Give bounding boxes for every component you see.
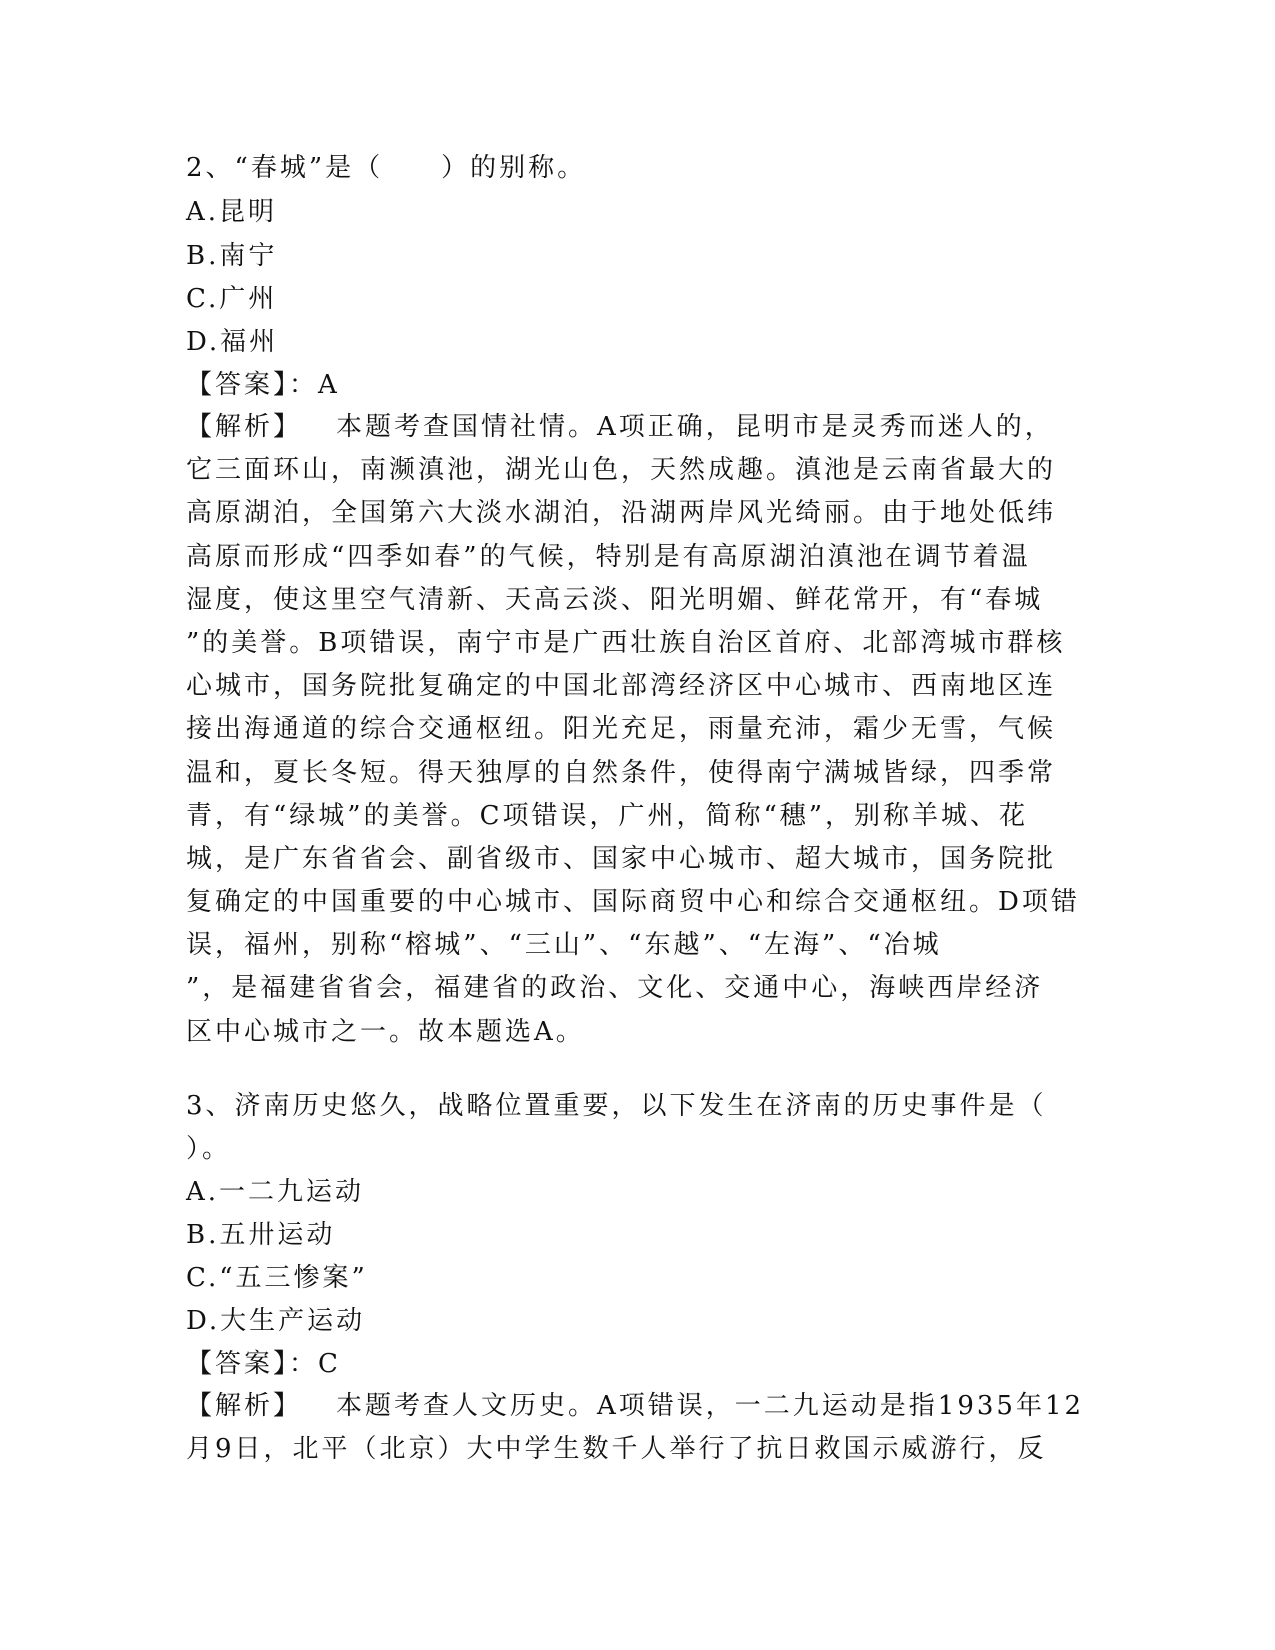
explanation-line — [186, 406, 1086, 449]
explanation-line: 月9日，北平（北京）大中学生数千人举行了抗日救国示威游行，反 — [186, 1434, 1047, 1465]
explanation-line: 复确定的中国重要的中心城市、国际商贸中心和综合交通枢纽。D项错 — [186, 887, 1080, 918]
question-2-answer: 【答案】：A — [186, 370, 340, 400]
question-2-stem: 2、“春城”是（ ）的别称。 — [186, 153, 587, 183]
question-3-answer: 【答案】：C — [186, 1349, 341, 1379]
explanation-line: 高原湖泊，全国第六大淡水湖泊，沿湖两岸风光绮丽。由于地处低纬 — [186, 498, 1057, 529]
explanation-line: 它三面环山，南濒滇池，湖光山色，天然成趣。滇池是云南省最大的 — [186, 455, 1057, 486]
explanation-line: 心城市，国务院批复确定的中国北部湾经济区中心城市、西南地区连 — [186, 671, 1057, 702]
question-3-option-d: D.大生产运动 — [186, 1306, 366, 1336]
explanation-line: 城，是广东省省会、副省级市、国家中心城市、超大城市，国务院批 — [186, 843, 1057, 874]
explanation-line: 湿度，使这里空气清新、天高云淡、阳光明媚、鲜花常开，有“春城 — [186, 584, 1044, 615]
explanation-line: 误，福州，别称“榕城”、“三山”、“东越”、“左海”、“冶城 — [186, 930, 942, 961]
explanation-line: 青，有“绿城”的美誉。C项错误，广州，简称“穗”，别称羊城、花 — [186, 800, 1029, 831]
question-3-stem: 3、济南历史悠久，战略位置重要，以下发生在济南的历史事件是（ — [186, 1091, 1047, 1121]
question-3-option-c: C.“五三惨案” — [186, 1263, 368, 1293]
question-3-option-a: A.一二九运动 — [186, 1177, 365, 1207]
explanation-line: 温和，夏长冬短。得天独厚的自然条件，使得南宁满城皆绿，四季常 — [186, 757, 1057, 788]
explanation-line — [186, 1385, 1086, 1428]
question-2-option-d: D.福州 — [186, 327, 279, 357]
explanation-line: ”，是福建省省会，福建省的政治、文化、交通中心，海峡西岸经济 — [186, 973, 1044, 1004]
question-2-explanation — [186, 406, 1086, 1054]
explanation-line: 接出海通道的综合交通枢纽。阳光充足，雨量充沛，霜少无雪，气候 — [186, 714, 1057, 745]
question-2-option-a: A.昆明 — [186, 197, 278, 227]
explanation-line: 高原而形成“四季如春”的气候，特别是有高原湖泊滇池在调节着温 — [186, 541, 1031, 572]
question-3-stem-continued: ）。 — [186, 1134, 232, 1164]
explanation-tag: 【解析】 — [186, 1391, 303, 1421]
explanation-line: ”的美誉。B项错误，南宁市是广西壮族自治区首府、北部湾城市群核 — [186, 627, 1066, 658]
question-2-option-b: B.南宁 — [186, 241, 278, 271]
explanation-text: 本题考查国情社情。A项正确，昆明市是灵秀而迷人的， — [336, 412, 1054, 442]
question-2-option-c: C.广州 — [186, 284, 278, 314]
question-3-explanation — [186, 1385, 1086, 1471]
explanation-text: 本题考查人文历史。A项错误，一二九运动是指1935年12 — [336, 1391, 1085, 1421]
explanation-line: 区中心城市之一。故本题选A。 — [186, 1016, 585, 1047]
explanation-tag: 【解析】 — [186, 412, 303, 442]
question-3-option-b: B.五卅运动 — [186, 1220, 336, 1250]
